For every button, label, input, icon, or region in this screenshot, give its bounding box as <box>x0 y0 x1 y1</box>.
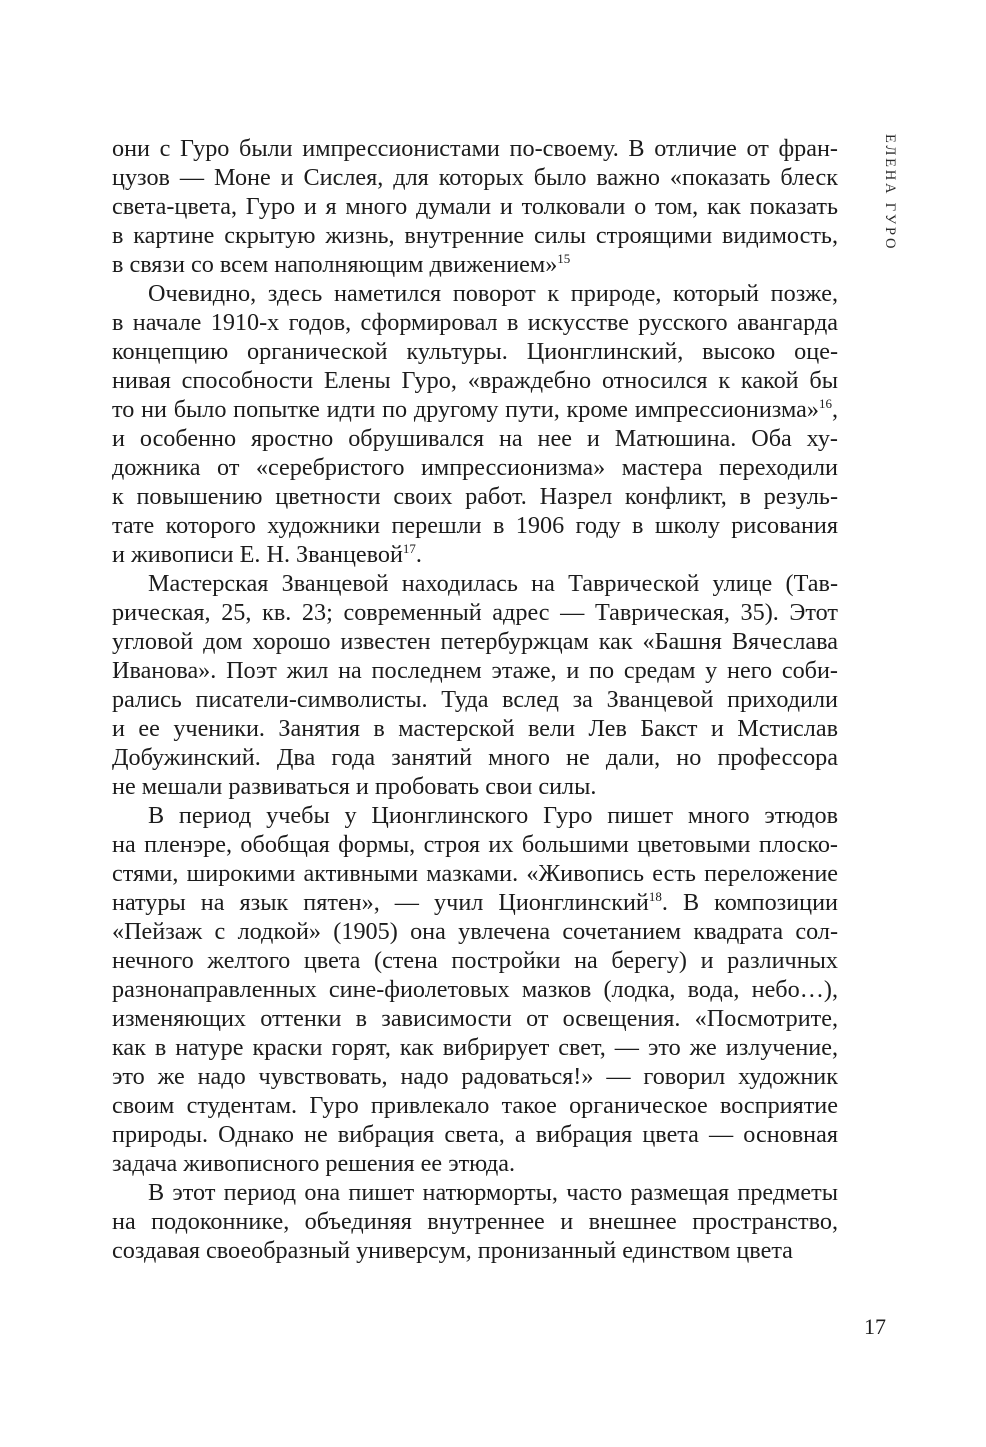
text-line <box>112 1120 838 1149</box>
text-line <box>112 685 838 714</box>
line-prefix: , <box>831 396 838 423</box>
text-line <box>112 482 838 511</box>
footnote-ref[interactable]: 16 <box>818 396 832 411</box>
line-text: и особенно яростно обрушивался на нее и Матюшина. Оба ху- <box>112 425 838 452</box>
text-line <box>112 830 838 859</box>
line-text: «Пейзаж с лодкой» (1905) она увлечена сочетанием квадрата сол- <box>112 918 838 945</box>
text-line <box>112 569 838 598</box>
running-head: ЕЛЕНА ГУРО <box>882 134 898 252</box>
text-line <box>112 1207 838 1236</box>
text-line <box>112 1091 838 1120</box>
line-text: угловой дом хорошо известен петербуржцам как «Башня Вячеслава <box>112 628 838 655</box>
text-line <box>112 946 838 975</box>
line-text: нечного желтого цвета (стена постройки на берегу) и различных <box>112 947 838 974</box>
footnote-ref[interactable]: 15 <box>557 251 571 266</box>
line-text: дожника от «серебристого импрессионизма» мастера переходили <box>112 454 838 481</box>
line-text: они с Гуро были импрессионистами по-своему. В отличие от фран- <box>112 135 838 162</box>
text-line <box>112 714 838 743</box>
text-line <box>112 134 838 163</box>
line-suffix: . В композиции <box>661 889 839 916</box>
line-text: к повышению цветности своих работ. Назрел конфликт, в резуль- <box>112 483 838 510</box>
line-text: натуры на язык пятен», — учил Ционглинский <box>112 889 649 916</box>
text-line <box>112 656 838 685</box>
footnote-ref[interactable]: 17 <box>402 541 416 556</box>
line-text: в картине скрытую жизнь, внутренние силы строящими видимость, <box>112 222 838 249</box>
line-text: Очевидно, здесь наметился поворот к природе, который позже, <box>148 280 838 307</box>
line-text: природы. Однако не вибрация света, а вибрация цвета — основная <box>112 1121 838 1148</box>
line-text: разнонаправленных сине-фиолетовых мазков (лодка, вода, небо…), <box>112 976 838 1003</box>
text-line <box>112 772 838 801</box>
text-line <box>112 975 838 1004</box>
text-line <box>112 163 838 192</box>
line-suffix: . <box>415 541 422 568</box>
line-text: концепцию органической культуры. Ционглинский, высоко оце- <box>112 338 838 365</box>
line-text: Иванова». Поэт жил на последнем этаже, и по средам у него соби- <box>112 657 838 684</box>
line-text: тате которого художники перешли в 1906 году в школу рисования <box>112 512 838 539</box>
line-text: на пленэре, обобщая формы, строя их большими цветовыми плоско- <box>112 831 838 858</box>
text-line <box>112 221 838 250</box>
text-line <box>112 250 838 279</box>
line-text: Добужинский. Два года занятий много не дали, но профессора <box>112 744 838 771</box>
line-text: рались писатели-символисты. Туда вслед за Званцевой приходили <box>112 686 838 713</box>
paragraph <box>112 569 838 801</box>
line-text: изменяющих оттенки в зависимости от освещения. «Посмотрите, <box>112 1005 838 1032</box>
paragraph <box>112 134 838 279</box>
line-text: как в натуре краски горят, как вибрирует свет, — это же излучение, <box>112 1034 838 1061</box>
line-text: это же надо чувствовать, надо радоваться!» — говорил художник <box>112 1063 838 1090</box>
line-text: стями, широкими активными мазками. «Живопись есть переложение <box>112 860 838 887</box>
text-line <box>112 1149 838 1178</box>
text-line <box>112 453 838 482</box>
text-line <box>112 424 838 453</box>
page-body <box>112 134 838 1265</box>
line-text: в связи со всем наполняющим движением» <box>112 251 558 278</box>
text-line <box>112 743 838 772</box>
text-line <box>112 366 838 395</box>
line-text: цузов — Моне и Сислея, для которых было важно «показать блеск <box>112 164 838 191</box>
text-line <box>112 598 838 627</box>
text-line <box>112 511 838 540</box>
line-text: нивая способности Елены Гуро, «враждебно относился к какой бы <box>112 367 838 394</box>
line-text: света-цвета, Гуро и я много думали и толковали о том, как показать <box>112 193 838 220</box>
line-text: создавая своеобразный универсум, пронизанный единством цвета <box>112 1237 793 1264</box>
line-text: то ни было попытке идти по другому пути, кроме импрессионизма» <box>112 396 819 423</box>
text-line <box>112 801 838 830</box>
footnote-ref[interactable]: 18 <box>648 889 662 904</box>
line-text: в начале 1910-х годов, сформировал в искусстве русского авангарда <box>112 309 838 336</box>
line-text: и живописи Е. Н. Званцевой <box>112 541 403 568</box>
text-line <box>112 540 838 569</box>
text-line <box>112 395 838 424</box>
line-text: своим студентам. Гуро привлекало такое органическое восприятие <box>112 1092 838 1119</box>
paragraph <box>112 279 838 569</box>
text-line <box>112 308 838 337</box>
text-line <box>112 1062 838 1091</box>
line-text: задача живописного решения ее этюда. <box>112 1150 516 1177</box>
line-text: не мешали развиваться и пробовать свои силы. <box>112 773 597 800</box>
text-line <box>112 192 838 221</box>
text-line <box>112 337 838 366</box>
line-text: В период учебы у Ционглинского Гуро пишет много этюдов <box>148 802 838 829</box>
text-line <box>112 279 838 308</box>
line-text: и ее ученики. Занятия в мастерской вели Лев Бакст и Мстислав <box>112 715 838 742</box>
paragraph <box>112 1178 838 1265</box>
text-line <box>112 917 838 946</box>
text-line <box>112 888 838 917</box>
line-text: В этот период она пишет натюрморты, часто размещая предметы <box>148 1179 838 1206</box>
text-line <box>112 1004 838 1033</box>
line-text: Мастерская Званцевой находилась на Таврической улице (Тав- <box>148 570 838 597</box>
text-line <box>112 859 838 888</box>
page-number: 17 <box>864 1314 886 1339</box>
line-text: на подоконнике, объединяя внутреннее и внешнее пространство, <box>112 1208 838 1235</box>
paragraph <box>112 801 838 1178</box>
text-line <box>112 1236 838 1265</box>
line-text: рическая, 25, кв. 23; современный адрес — Таврическая, 35). Этот <box>112 599 838 626</box>
text-line <box>112 1033 838 1062</box>
text-line <box>112 627 838 656</box>
text-line <box>112 1178 838 1207</box>
